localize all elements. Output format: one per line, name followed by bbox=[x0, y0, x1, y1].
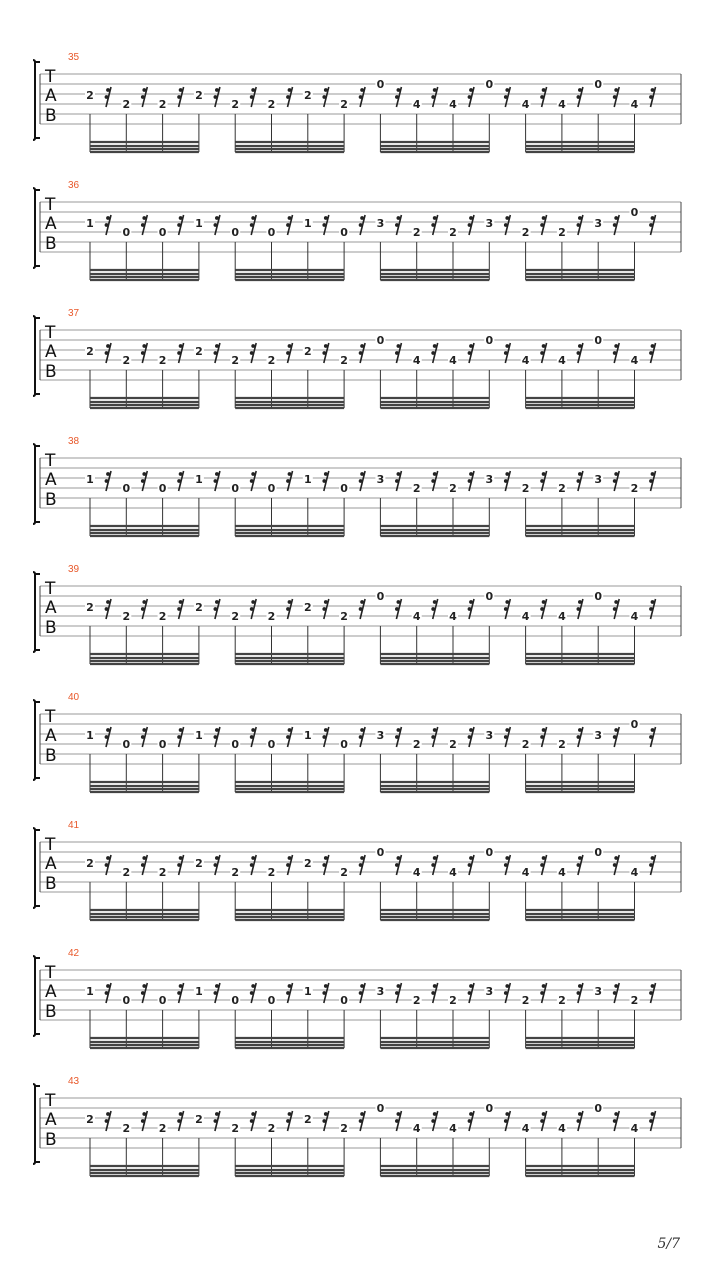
fret-number: 1 bbox=[195, 985, 203, 998]
fret-number: 2 bbox=[558, 226, 566, 239]
fret-number: 3 bbox=[376, 217, 385, 230]
beam-group bbox=[526, 370, 635, 408]
fret-number: 2 bbox=[412, 226, 421, 239]
fret-number: 2 bbox=[267, 610, 276, 623]
fret-number: 4 bbox=[558, 1122, 566, 1135]
fret-number: 2 bbox=[521, 482, 530, 495]
fret-number: 2 bbox=[158, 610, 167, 623]
tab-system bbox=[0, 308, 720, 436]
fret-number: 3 bbox=[376, 729, 385, 742]
tab-staff bbox=[0, 180, 720, 308]
beam-group bbox=[380, 114, 489, 152]
fret-number: 2 bbox=[195, 857, 203, 870]
fret-number: 4 bbox=[449, 98, 457, 111]
fret-number: 2 bbox=[303, 1113, 312, 1126]
fret-number: 4 bbox=[449, 1122, 457, 1135]
fret-number: 4 bbox=[630, 354, 639, 367]
fret-number: 1 bbox=[86, 729, 94, 742]
tab-clef-letter: B bbox=[45, 490, 57, 510]
fret-number: 3 bbox=[376, 985, 385, 998]
fret-number: 0 bbox=[267, 226, 276, 239]
fret-number: 3 bbox=[594, 217, 603, 230]
fret-number: 2 bbox=[267, 866, 276, 879]
tab-clef-letter: A bbox=[45, 214, 57, 234]
fret-number: 2 bbox=[412, 738, 421, 751]
tab-clef-letter: A bbox=[45, 854, 57, 874]
tab-clef-letter: A bbox=[45, 598, 57, 618]
fret-number: 2 bbox=[231, 866, 240, 879]
fret-number: 0 bbox=[485, 846, 494, 859]
fret-number: 0 bbox=[122, 738, 131, 751]
fret-number: 2 bbox=[340, 1122, 348, 1135]
fret-number: 4 bbox=[630, 610, 639, 623]
fret-number: 4 bbox=[449, 610, 457, 623]
tab-staff bbox=[0, 948, 720, 1076]
beam-group bbox=[90, 370, 199, 408]
fret-number: 0 bbox=[158, 226, 167, 239]
fret-number: 2 bbox=[449, 482, 457, 495]
tab-staff bbox=[0, 564, 720, 692]
fret-number: 2 bbox=[340, 354, 348, 367]
fret-number: 3 bbox=[594, 985, 603, 998]
fret-number: 2 bbox=[521, 738, 530, 751]
fret-number: 2 bbox=[231, 610, 240, 623]
fret-number: 0 bbox=[267, 482, 276, 495]
fret-number: 1 bbox=[86, 473, 94, 486]
tab-clef-letter: B bbox=[45, 1002, 57, 1022]
fret-number: 1 bbox=[303, 729, 312, 742]
system-bracket bbox=[33, 572, 40, 652]
measure-number: 37 bbox=[68, 308, 80, 319]
fret-number: 2 bbox=[449, 994, 457, 1007]
tab-clef-letter: T bbox=[45, 1091, 56, 1111]
beam-group bbox=[235, 1010, 344, 1048]
beam-group bbox=[380, 626, 489, 664]
fret-number: 3 bbox=[485, 473, 494, 486]
beam-group bbox=[526, 242, 635, 280]
tab-staff bbox=[0, 52, 720, 180]
beam-group bbox=[526, 882, 635, 920]
fret-number: 0 bbox=[267, 994, 276, 1007]
tab-clef-letter: B bbox=[45, 362, 57, 382]
tab-system bbox=[0, 180, 720, 308]
fret-number: 2 bbox=[195, 345, 203, 358]
tab-system bbox=[0, 948, 720, 1076]
beam-group bbox=[235, 882, 344, 920]
beam-group bbox=[380, 370, 489, 408]
tab-staff bbox=[0, 436, 720, 564]
fret-number: 0 bbox=[231, 482, 240, 495]
system-bracket bbox=[33, 700, 40, 780]
fret-number: 0 bbox=[158, 738, 167, 751]
fret-number: 2 bbox=[122, 1122, 131, 1135]
tab-system bbox=[0, 436, 720, 564]
fret-number: 4 bbox=[521, 354, 530, 367]
fret-number: 2 bbox=[558, 994, 566, 1007]
fret-number: 3 bbox=[485, 729, 494, 742]
fret-number: 0 bbox=[485, 1102, 494, 1115]
tab-system bbox=[0, 52, 720, 180]
tab-clef-letter: B bbox=[45, 618, 57, 638]
fret-number: 2 bbox=[231, 354, 240, 367]
fret-number: 1 bbox=[195, 729, 203, 742]
system-bracket bbox=[33, 188, 40, 268]
fret-number: 4 bbox=[449, 354, 457, 367]
fret-number: 4 bbox=[521, 866, 530, 879]
fret-number: 2 bbox=[412, 482, 421, 495]
fret-number: 2 bbox=[158, 866, 167, 879]
fret-number: 0 bbox=[594, 334, 603, 347]
beam-group bbox=[90, 498, 199, 536]
fret-number: 0 bbox=[231, 994, 240, 1007]
measure-number: 36 bbox=[68, 180, 80, 191]
fret-number: 4 bbox=[412, 1122, 421, 1135]
tab-clef-letter: B bbox=[45, 234, 57, 254]
fret-number: 4 bbox=[630, 98, 639, 111]
beam-group bbox=[380, 754, 489, 792]
fret-number: 0 bbox=[594, 590, 603, 603]
fret-number: 3 bbox=[376, 473, 385, 486]
tab-clef-letter: B bbox=[45, 1130, 57, 1150]
beam-group bbox=[90, 1138, 199, 1176]
tab-system bbox=[0, 820, 720, 948]
fret-number: 0 bbox=[122, 226, 131, 239]
fret-number: 4 bbox=[630, 1122, 639, 1135]
fret-number: 2 bbox=[86, 89, 94, 102]
beam-group bbox=[380, 1010, 489, 1048]
tab-clef-letter: T bbox=[45, 451, 56, 471]
beam-group bbox=[380, 882, 489, 920]
fret-number: 4 bbox=[558, 98, 566, 111]
measure-number: 41 bbox=[68, 820, 80, 831]
tab-staff bbox=[0, 820, 720, 948]
beam-group bbox=[90, 626, 199, 664]
tab-system bbox=[0, 692, 720, 820]
fret-number: 4 bbox=[558, 354, 566, 367]
tab-staff bbox=[0, 308, 720, 436]
beam-group bbox=[526, 498, 635, 536]
page-number: 5/7 bbox=[657, 1236, 680, 1252]
fret-number: 0 bbox=[376, 1102, 385, 1115]
tab-clef-letter: A bbox=[45, 1110, 57, 1130]
tab-clef-letter: T bbox=[45, 67, 56, 87]
fret-number: 0 bbox=[594, 846, 603, 859]
fret-number: 1 bbox=[303, 985, 312, 998]
fret-number: 4 bbox=[521, 610, 530, 623]
beam-group bbox=[90, 242, 199, 280]
tab-clef-letter: A bbox=[45, 982, 57, 1002]
fret-number: 2 bbox=[86, 601, 94, 614]
fret-number: 4 bbox=[558, 610, 566, 623]
tab-staff bbox=[0, 692, 720, 820]
measure-number: 35 bbox=[68, 52, 80, 63]
fret-number: 2 bbox=[158, 98, 167, 111]
tab-system bbox=[0, 564, 720, 692]
fret-number: 0 bbox=[630, 718, 639, 731]
fret-number: 4 bbox=[521, 98, 530, 111]
fret-number: 2 bbox=[195, 601, 203, 614]
fret-number: 2 bbox=[449, 738, 457, 751]
fret-number: 4 bbox=[630, 866, 639, 879]
fret-number: 4 bbox=[412, 354, 421, 367]
fret-number: 1 bbox=[303, 473, 312, 486]
beam-group bbox=[235, 242, 344, 280]
fret-number: 2 bbox=[303, 857, 312, 870]
fret-number: 2 bbox=[158, 1122, 167, 1135]
fret-number: 1 bbox=[195, 473, 203, 486]
fret-number: 3 bbox=[485, 985, 494, 998]
beam-group bbox=[90, 114, 199, 152]
fret-number: 2 bbox=[195, 1113, 203, 1126]
fret-number: 3 bbox=[594, 473, 603, 486]
fret-number: 2 bbox=[630, 994, 639, 1007]
fret-number: 4 bbox=[449, 866, 457, 879]
tab-clef-letter: T bbox=[45, 707, 56, 727]
measure-number: 42 bbox=[68, 948, 80, 959]
fret-number: 0 bbox=[594, 78, 603, 91]
fret-number: 2 bbox=[231, 98, 240, 111]
fret-number: 0 bbox=[485, 590, 494, 603]
fret-number: 2 bbox=[86, 857, 94, 870]
fret-number: 2 bbox=[158, 354, 167, 367]
fret-number: 2 bbox=[340, 98, 348, 111]
beam-group bbox=[235, 1138, 344, 1176]
fret-number: 0 bbox=[340, 994, 348, 1007]
fret-number: 0 bbox=[122, 482, 131, 495]
tab-clef-letter: B bbox=[45, 874, 57, 894]
system-bracket bbox=[33, 828, 40, 908]
beam-group bbox=[235, 626, 344, 664]
tab-system bbox=[0, 1076, 720, 1204]
tab-staff bbox=[0, 1076, 720, 1204]
beam-group bbox=[526, 114, 635, 152]
fret-number: 0 bbox=[485, 78, 494, 91]
fret-number: 2 bbox=[521, 226, 530, 239]
fret-number: 0 bbox=[340, 226, 348, 239]
beam-group bbox=[235, 114, 344, 152]
fret-number: 4 bbox=[412, 98, 421, 111]
tab-clef-letter: A bbox=[45, 86, 57, 106]
fret-number: 2 bbox=[412, 994, 421, 1007]
fret-number: 3 bbox=[594, 729, 603, 742]
beam-group bbox=[90, 1010, 199, 1048]
fret-number: 2 bbox=[267, 354, 276, 367]
beam-group bbox=[526, 626, 635, 664]
tab-clef-letter: B bbox=[45, 746, 57, 766]
tab-clef-letter: T bbox=[45, 323, 56, 343]
fret-number: 2 bbox=[122, 354, 131, 367]
fret-number: 2 bbox=[122, 610, 131, 623]
fret-number: 0 bbox=[340, 738, 348, 751]
beam-group bbox=[526, 1138, 635, 1176]
beam-group bbox=[526, 1010, 635, 1048]
fret-number: 0 bbox=[376, 846, 385, 859]
fret-number: 1 bbox=[86, 217, 94, 230]
measure-number: 38 bbox=[68, 436, 80, 447]
system-bracket bbox=[33, 956, 40, 1036]
beam-group bbox=[90, 754, 199, 792]
fret-number: 0 bbox=[376, 590, 385, 603]
measure-number: 39 bbox=[68, 564, 80, 575]
beam-group bbox=[235, 754, 344, 792]
beam-group bbox=[380, 242, 489, 280]
tab-clef-letter: A bbox=[45, 470, 57, 490]
fret-number: 2 bbox=[630, 482, 639, 495]
fret-number: 2 bbox=[267, 1122, 276, 1135]
beam-group bbox=[235, 498, 344, 536]
fret-number: 0 bbox=[267, 738, 276, 751]
fret-number: 3 bbox=[485, 217, 494, 230]
beam-group bbox=[380, 498, 489, 536]
fret-number: 2 bbox=[195, 89, 203, 102]
fret-number: 4 bbox=[558, 866, 566, 879]
fret-number: 0 bbox=[122, 994, 131, 1007]
tab-clef-letter: T bbox=[45, 579, 56, 599]
fret-number: 0 bbox=[340, 482, 348, 495]
fret-number: 2 bbox=[231, 1122, 240, 1135]
system-bracket bbox=[33, 316, 40, 396]
fret-number: 2 bbox=[340, 866, 348, 879]
fret-number: 2 bbox=[303, 601, 312, 614]
fret-number: 2 bbox=[558, 738, 566, 751]
fret-number: 0 bbox=[231, 226, 240, 239]
fret-number: 2 bbox=[558, 482, 566, 495]
beam-group bbox=[90, 882, 199, 920]
fret-number: 1 bbox=[195, 217, 203, 230]
tab-clef-letter: A bbox=[45, 342, 57, 362]
fret-number: 2 bbox=[86, 345, 94, 358]
tab-clef-letter: A bbox=[45, 726, 57, 746]
fret-number: 2 bbox=[303, 345, 312, 358]
fret-number: 2 bbox=[449, 226, 457, 239]
tab-clef-letter: T bbox=[45, 195, 56, 215]
fret-number: 0 bbox=[630, 206, 639, 219]
tab-clef-letter: T bbox=[45, 963, 56, 983]
fret-number: 0 bbox=[158, 994, 167, 1007]
fret-number: 0 bbox=[231, 738, 240, 751]
fret-number: 0 bbox=[376, 334, 385, 347]
fret-number: 2 bbox=[521, 994, 530, 1007]
measure-number: 40 bbox=[68, 692, 80, 703]
measure-number: 43 bbox=[68, 1076, 80, 1087]
fret-number: 2 bbox=[267, 98, 276, 111]
fret-number: 4 bbox=[521, 1122, 530, 1135]
system-bracket bbox=[33, 1084, 40, 1164]
beam-group bbox=[380, 1138, 489, 1176]
fret-number: 2 bbox=[340, 610, 348, 623]
fret-number: 2 bbox=[122, 866, 131, 879]
beam-group bbox=[235, 370, 344, 408]
fret-number: 0 bbox=[376, 78, 385, 91]
fret-number: 0 bbox=[594, 1102, 603, 1115]
fret-number: 0 bbox=[485, 334, 494, 347]
fret-number: 4 bbox=[412, 610, 421, 623]
fret-number: 1 bbox=[303, 217, 312, 230]
fret-number: 0 bbox=[158, 482, 167, 495]
system-bracket bbox=[33, 444, 40, 524]
fret-number: 2 bbox=[122, 98, 131, 111]
fret-number: 4 bbox=[412, 866, 421, 879]
tab-clef-letter: B bbox=[45, 106, 57, 126]
fret-number: 1 bbox=[86, 985, 94, 998]
system-bracket bbox=[33, 60, 40, 140]
fret-number: 2 bbox=[303, 89, 312, 102]
fret-number: 2 bbox=[86, 1113, 94, 1126]
beam-group bbox=[526, 754, 635, 792]
tab-clef-letter: T bbox=[45, 835, 56, 855]
